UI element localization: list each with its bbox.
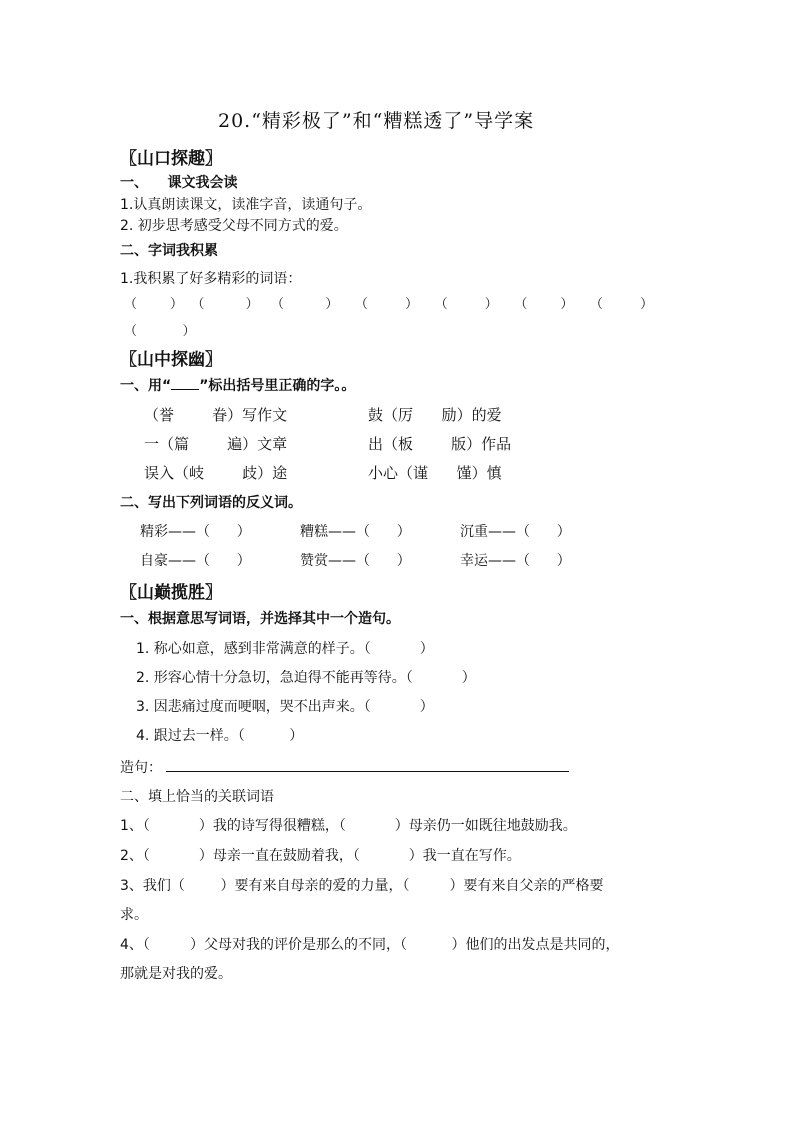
meaning-item: 1. 称心如意，感到非常满意的样子。（ ） [136, 641, 434, 657]
meaning-item: 3. 因悲痛过度而哽咽，哭不出声来。（ ） [136, 699, 434, 715]
conjunction-item: 求。 [120, 907, 148, 923]
char-choice: 出（板 版）作品 [368, 435, 512, 453]
section-heading-shankou: 〖山口探趣〗 [120, 149, 222, 169]
char-choice: 鼓（厉 励）的爱 [368, 406, 502, 424]
antonym-item: 自豪——（ ） [140, 553, 251, 569]
list-item: 1.认真朗读课文，读准字音，读通句子。 [120, 197, 372, 213]
underline-blank [171, 377, 199, 390]
question-heading-meaning: 一、根据意思写词语，并选择其中一个造句。 [120, 611, 400, 627]
question-heading-conjunction: 二、填上恰当的关联词语 [120, 789, 274, 805]
antonym-item: 赞赏——（ ） [300, 553, 411, 569]
meaning-item: 2. 形容心情十分急切，急迫得不能再等待。（ ） [136, 670, 476, 686]
sentence-label: 造句： [120, 760, 162, 776]
meaning-item: 4. 跟过去一样。（ ） [136, 728, 304, 744]
heading-text: 一、用“ [120, 378, 172, 394]
char-choice: 小心（谨 馑）慎 [368, 464, 502, 482]
char-choice: 一（篇 遍）文章 [144, 435, 288, 453]
char-choice: 误入（岐 歧）途 [144, 464, 288, 482]
heading-text: ”标出括号里正确的字。。 [199, 378, 356, 394]
antonym-item: 幸运——（ ） [460, 553, 571, 569]
part-heading-read: 一、 课文我会读 [120, 175, 238, 191]
antonym-item: 沉重——（ ） [460, 524, 571, 540]
antonym-item: 精彩——（ ） [140, 524, 251, 540]
sentence-underline [166, 771, 569, 772]
paren-blanks-row: （ ） [124, 324, 196, 339]
paren-blanks-row: （ ） （ ） （ ） （ ） （ ） （ ） （ ） [124, 297, 654, 312]
section-heading-shanzhong: 〖山中探幽〗 [120, 350, 222, 370]
list-item: 2. 初步思考感受父母不同方式的爱。 [120, 218, 348, 234]
section-heading-shandian: 〖山巅揽胜〗 [120, 583, 222, 603]
page-title: 20.“精彩极了”和“糟糕透了”导学案 [218, 110, 535, 132]
char-choice: （誉 眷）写作文 [144, 406, 288, 424]
antonym-item: 糟糕——（ ） [300, 524, 411, 540]
conjunction-item: 2、（ ）母亲一直在鼓励着我，（ ）我一直在写作。 [120, 848, 521, 864]
question-heading-antonym: 二、写出下列词语的反义词。 [120, 495, 302, 511]
conjunction-item: 1、（ ）我的诗写得很糟糕，（ ）母亲仍一如既往地鼓励我。 [120, 818, 577, 834]
conjunction-item: 3、我们（ ）要有来自母亲的爱的力量，（ ）要有来自父亲的严格要 [120, 878, 604, 894]
part-heading-words: 二、字词我积累 [120, 243, 218, 259]
conjunction-item: 那就是对我的爱。 [120, 966, 232, 982]
conjunction-item: 4、（ ）父母对我的评价是那么的不同，（ ）他们的出发点是共同的， [120, 937, 620, 953]
words-prompt: 1.我积累了好多精彩的词语： [120, 271, 302, 287]
question-heading-mark [120, 375, 355, 395]
